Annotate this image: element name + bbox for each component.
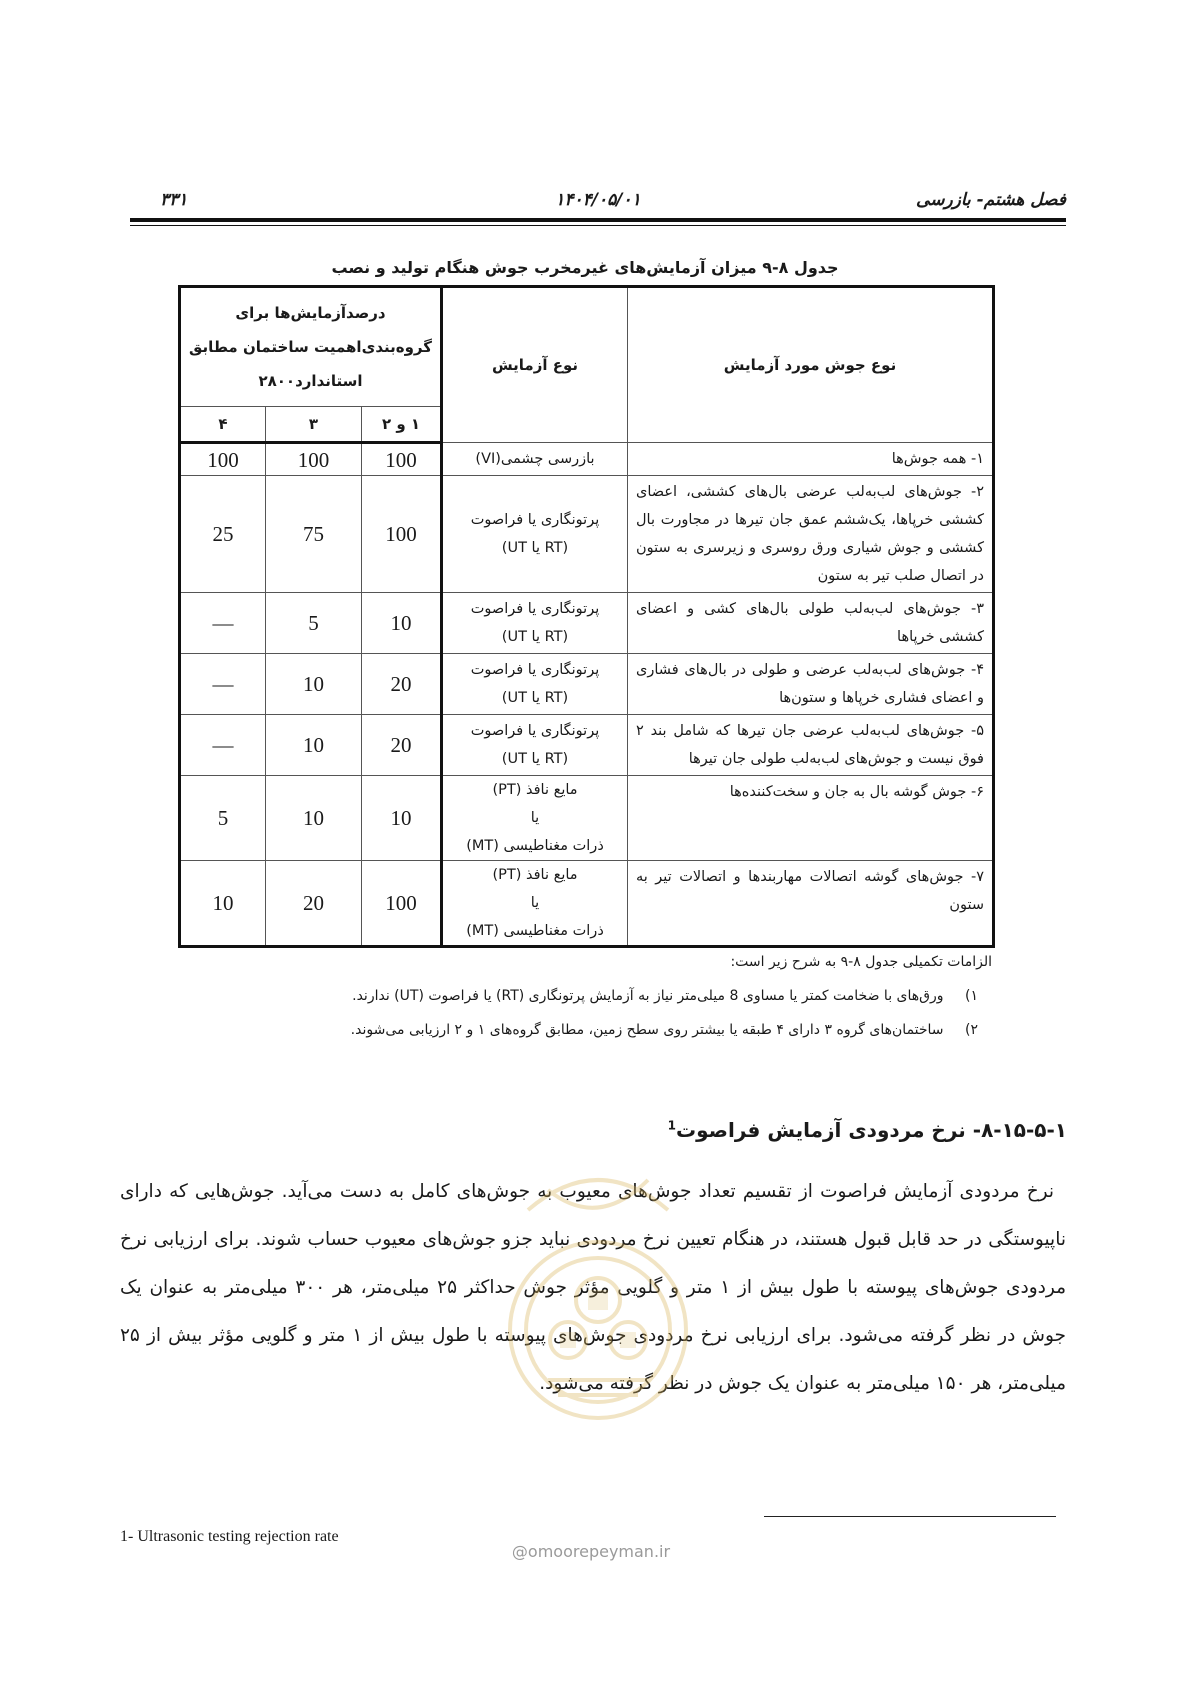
- header-percent-line2: گروه‌بندی‌اهمیت ساختمان مطابق: [189, 338, 432, 356]
- row-test-type: [442, 776, 628, 861]
- table-row: [180, 476, 994, 593]
- weld-test-table: [178, 285, 995, 948]
- header-percent-line3: استاندارد۲۸۰۰: [258, 372, 363, 390]
- note-number: ۲): [965, 1022, 978, 1038]
- footnote: 1- Ultrasonic testing rejection rate: [120, 1528, 339, 1545]
- row-test-type: [442, 654, 628, 715]
- row-test-type: بازرسی چشمی(VI): [442, 443, 628, 476]
- row-weld-desc: ۷- جوش‌های گوشه اتصالات مهاربندها و اتصالات تیر به ستون: [628, 861, 994, 947]
- header-test-type: نوع آزمایش: [442, 287, 628, 443]
- row-weld-desc: ۴- جوش‌های لب‌به‌لب عرضی و طولی در بال‌های فشاری و اعضای فشاری خرپاها و ستون‌ها: [628, 654, 994, 715]
- watermark-caption: @omoorepeyman.ir: [511, 1542, 671, 1561]
- note-number: ۱): [965, 988, 978, 1004]
- row-test-type: [442, 593, 628, 654]
- notes-intro: الزامات تکمیلی جدول ۸-۹ به شرح زیر است:: [730, 954, 992, 970]
- row-value-group-3: 75: [266, 476, 362, 593]
- table-row: [180, 593, 994, 654]
- row-test-line3: ذرات مغناطیسی (MT): [466, 838, 604, 854]
- row-test-line3: ذرات مغناطیسی (MT): [466, 923, 604, 939]
- seal-logo-icon: [488, 1150, 708, 1450]
- row-value-group-3: 20: [266, 861, 362, 947]
- header-percent-line1: درصدآزمایش‌ها برای: [235, 304, 386, 322]
- row-test-type: [442, 476, 628, 593]
- row-test-line1: پرتونگاری یا فراصوت: [470, 601, 600, 617]
- row-weld-desc: ۲- جوش‌های لب‌به‌لب عرضی بال‌های کششی، اعضای کششی خرپاها، یک‌ششم عمق جان تیرها در مجاورت بال کششی و جوش شیاری ورق روسری و زیرسری به ستون در اتصال صلب تیر به ستون: [628, 476, 994, 593]
- row-test-line1: مایع نافذ (PT): [492, 782, 578, 798]
- table-row: [180, 654, 994, 715]
- row-value-group-1-2: 100: [362, 443, 442, 476]
- row-test-line1: پرتونگاری یا فراصوت: [470, 512, 600, 528]
- row-weld-desc: ۶- جوش گوشه بال به جان و سخت‌کننده‌ها: [628, 776, 994, 861]
- row-value-group-3: 5: [266, 593, 362, 654]
- table-row: [180, 776, 994, 861]
- row-value-group-1-2: 10: [362, 776, 442, 861]
- row-value-group-1-2: 100: [362, 861, 442, 947]
- row-test-line2: (RT یا UT): [501, 540, 569, 556]
- row-value-group-4: —: [180, 654, 266, 715]
- footnote-marker: 1: [667, 1118, 677, 1133]
- footnote-rule: [764, 1516, 1056, 1517]
- paragraph: نرخ مردودی آزمایش فراصوت از تقسیم تعداد جوش‌های معیوب به جوش‌های کامل به دست می‌آید. جوش‌هایی که دارای ناپیوستگی در حد قابل قبول هستند، در هنگام تعیین نرخ مردودی نباید جزو جوش‌های معیوب حساب شوند. برای ارزیابی نرخ مردودی جوش‌های پیوسته با طول بیش از ۱ متر و گلویی مؤثر جوش حداکثر ۲۵ میلی‌متر، هر ۳۰۰ میلی‌متر به عنوان یک جوش در نظر گرفته می‌شود. برای ارزیابی نرخ مردودی جوش‌های پیوسته با طول بیش از ۱ متر و گلویی مؤثر بیش از ۲۵ میلی‌متر، هر ۱۵۰ میلی‌متر به عنوان یک جوش در نظر گرفته می‌شود.: [120, 1181, 1067, 1394]
- header-rule-thick: [130, 218, 1066, 222]
- row-value-group-1-2: 10: [362, 593, 442, 654]
- row-test-line1: پرتونگاری یا فراصوت: [470, 662, 600, 678]
- table-row: [180, 861, 994, 947]
- row-test-type: [442, 861, 628, 947]
- running-header: [130, 186, 1066, 216]
- table-row: [180, 443, 994, 476]
- row-value-group-4: —: [180, 715, 266, 776]
- table-notes: [172, 945, 992, 1047]
- header-group-1-2: ۱ و ۲: [362, 407, 442, 443]
- row-value-group-1-2: 100: [362, 476, 442, 593]
- row-value-group-4: 100: [180, 443, 266, 476]
- table-caption: جدول ۸-۹ میزان آزمایش‌های غیرمخرب جوش هنگام تولید و نصب: [331, 258, 839, 277]
- header-percent: [180, 287, 442, 407]
- note-text: ورق‌های با ضخامت کمتر یا مساوی 8 میلی‌متر نیاز به آزمایش پرتونگاری (RT) یا فراصوت (UT) ندارند.: [352, 988, 944, 1004]
- row-value-group-3: 10: [266, 776, 362, 861]
- header-weld-type: نوع جوش مورد آزمایش: [628, 287, 994, 443]
- weld-test-table-container: [178, 285, 992, 948]
- row-value-group-4: 5: [180, 776, 266, 861]
- header-group-3: ۳: [266, 407, 362, 443]
- table-row: [180, 715, 994, 776]
- row-value-group-3: 10: [266, 654, 362, 715]
- note-text: ساختمان‌های گروه ۳ دارای ۴ طبقه یا بیشتر روی سطح زمین، مطابق گروه‌های ۱ و ۲ ارزیابی می‌شوند.: [350, 1022, 944, 1038]
- row-weld-desc: ۵- جوش‌های لب‌به‌لب عرضی جان تیرها که شامل بند ۲ فوق نیست و جوش‌های لب‌به‌لب طولی جان تیرها: [628, 715, 994, 776]
- row-value-group-1-2: 20: [362, 715, 442, 776]
- row-test-line1: پرتونگاری یا فراصوت: [470, 723, 600, 739]
- row-value-group-4: 25: [180, 476, 266, 593]
- row-weld-desc: ۳- جوش‌های لب‌به‌لب طولی بال‌های کشی و اعضای کششی خرپاها: [628, 593, 994, 654]
- chapter-title: فصل هشتم- بازرسی: [916, 190, 1066, 210]
- row-test-line2: (RT یا UT): [501, 751, 569, 767]
- row-test-line2: یا: [530, 810, 540, 826]
- row-value-group-4: 10: [180, 861, 266, 947]
- note-item: [172, 1013, 992, 1047]
- row-test-line2: (RT یا UT): [501, 690, 569, 706]
- row-test-type: [442, 715, 628, 776]
- page-number: ۳۳۱: [160, 190, 188, 210]
- row-test-line1: مایع نافذ (PT): [492, 867, 578, 883]
- row-value-group-4: —: [180, 593, 266, 654]
- section-heading-text: ۸-۱۵-۵-۱- نرخ مردودی آزمایش فراصوت: [676, 1118, 1067, 1142]
- note-item: [172, 979, 992, 1013]
- section-heading: [668, 1118, 1067, 1142]
- row-value-group-3: 100: [266, 443, 362, 476]
- header-rule-thin: [130, 225, 1066, 226]
- row-test-line2: یا: [530, 895, 540, 911]
- header-group-4: ۴: [180, 407, 266, 443]
- row-weld-desc: ۱- همه جوش‌ها: [628, 443, 994, 476]
- header-date: ۱۴۰۴/۰۵/۰۱: [555, 190, 641, 210]
- row-value-group-1-2: 20: [362, 654, 442, 715]
- row-test-line2: (RT یا UT): [501, 629, 569, 645]
- row-value-group-3: 10: [266, 715, 362, 776]
